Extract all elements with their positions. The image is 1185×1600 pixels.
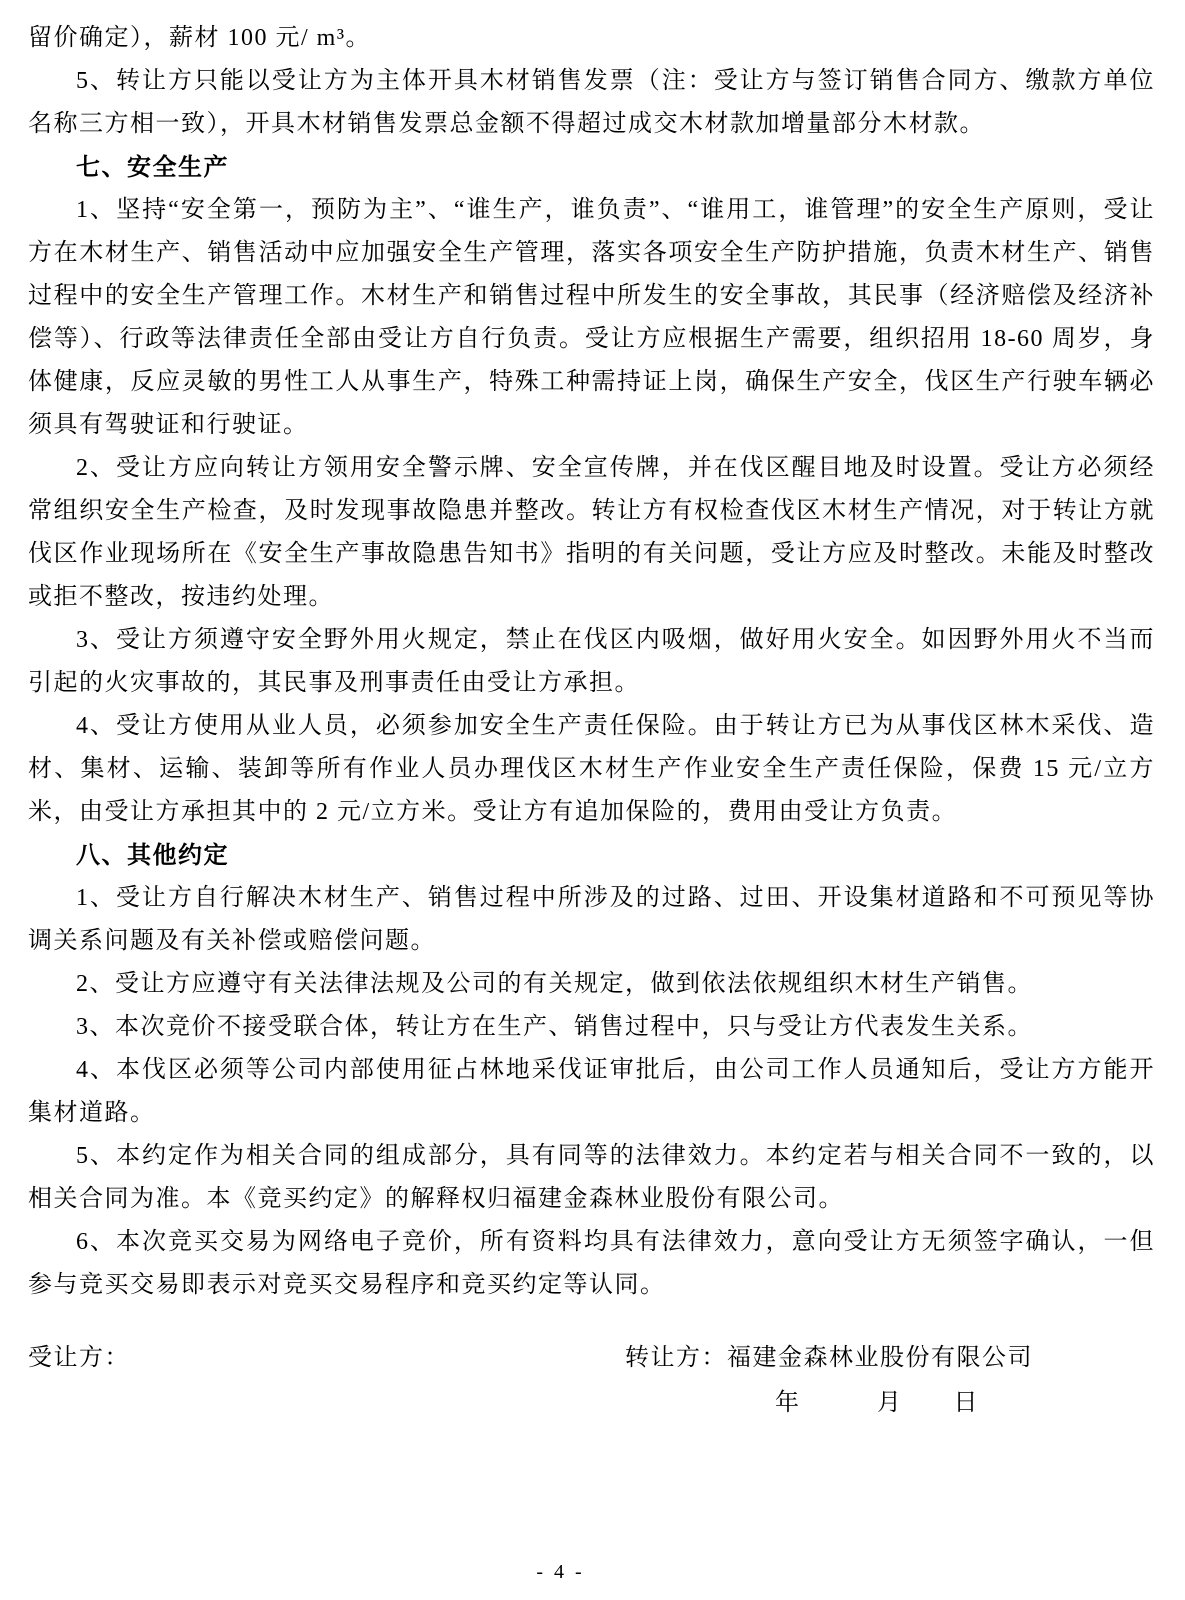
paragraph-safety-3: 3、受让方须遵守安全野外用火规定，禁止在伐区内吸烟，做好用火安全。如因野外用火不当而引起的火灾事故的，其民事及刑事责任由受让方承担。 bbox=[28, 627, 1155, 696]
paragraph-other-5: 5、本约定作为相关合同的组成部分，具有同等的法律效力。本约定若与相关合同不一致的，以相关合同为准。本《竞买约定》的解释权归福建金森林业股份有限公司。 bbox=[28, 1143, 1155, 1212]
paragraph-invoice-rule: 5、转让方只能以受让方为主体开具木材销售发票（注：受让方与签订销售合同方、缴款方单位名称三方相一致），开具木材销售发票总金额不得超过成交木材款加增量部分木材款。 bbox=[28, 68, 1155, 137]
paragraph-safety-4: 4、受让方使用从业人员，必须参加安全生产责任保险。由于转让方已为从事伐区林木采伐、造材、集材、运输、装卸等所有作业人员办理伐区木材生产作业安全生产责任保险，保费 15 元/立方米，由受让方承担其中的 2 元/立方米。受让方有追加保险的，费用由受让方负责。 bbox=[28, 713, 1155, 825]
section-heading-safety: 七、安全生产 bbox=[76, 154, 229, 181]
paragraph-other-4: 4、本伐区必须等公司内部使用征占林地采伐证审批后，由公司工作人员通知后，受让方方能开集材道路。 bbox=[28, 1057, 1155, 1126]
section-heading-other: 八、其他约定 bbox=[76, 842, 229, 869]
page-number: - 4 - bbox=[536, 1561, 585, 1583]
paragraph-other-1: 1、受让方自行解决木材生产、销售过程中所涉及的过路、过田、开设集材道路和不可预见等协调关系问题及有关补偿或赔偿问题。 bbox=[28, 885, 1155, 954]
transferor-label: 转让方：福建金森林业股份有限公司 bbox=[625, 1345, 1033, 1371]
signature-block bbox=[28, 1337, 1155, 1425]
paragraph-other-6: 6、本次竞买交易为网络电子竞价，所有资料均具有法律效力，意向受让方无须签字确认，一但参与竞买交易即表示对竞买交易程序和竞买约定等认同。 bbox=[28, 1229, 1155, 1298]
transferee-label: 受让方： bbox=[28, 1345, 130, 1371]
paragraph-safety-2: 2、受让方应向转让方领用安全警示牌、安全宣传牌，并在伐区醒目地及时设置。受让方必须经常组织安全生产检查，及时发现事故隐患并整改。转让方有权检查伐区木材生产情况，对于转让方就伐区作业现场所在《安全生产事故隐患告知书》指明的有关问题，受让方应及时整改。未能及时整改或拒不整改，按违约处理。 bbox=[28, 455, 1155, 610]
paragraph-other-3: 3、本次竞价不接受联合体，转让方在生产、销售过程中，只与受让方代表发生关系。 bbox=[76, 1014, 1033, 1040]
paragraph-other-2: 2、受让方应遵守有关法律法规及公司的有关规定，做到依法依规组织木材生产销售。 bbox=[76, 971, 1033, 997]
paragraph-safety-1: 1、坚持“安全第一，预防为主”、“谁生产，谁负责”、“谁用工，谁管理”的安全生产原则，受让方在木材生产、销售活动中应加强安全生产管理，落实各项安全生产防护措施，负责木材生产、销售过程中的安全生产管理工作。木材生产和销售过程中所发生的安全事故，其民事（经济赔偿及经济补偿等）、行政等法律责任全部由受让方自行负责。受让方应根据生产需要，组织招用 18-60 周岁，身体健康，反应灵敏的男性工人从事生产，特殊工种需持证上岗，确保生产安全，伐区生产行驶车辆必须具有驾驶证和行驶证。 bbox=[28, 197, 1155, 438]
paragraph-continuation: 留价确定），薪材 100 元/ m³。 bbox=[28, 25, 372, 51]
transferor-block bbox=[625, 1337, 1033, 1425]
date-line: 年 月 日 bbox=[775, 1390, 979, 1416]
